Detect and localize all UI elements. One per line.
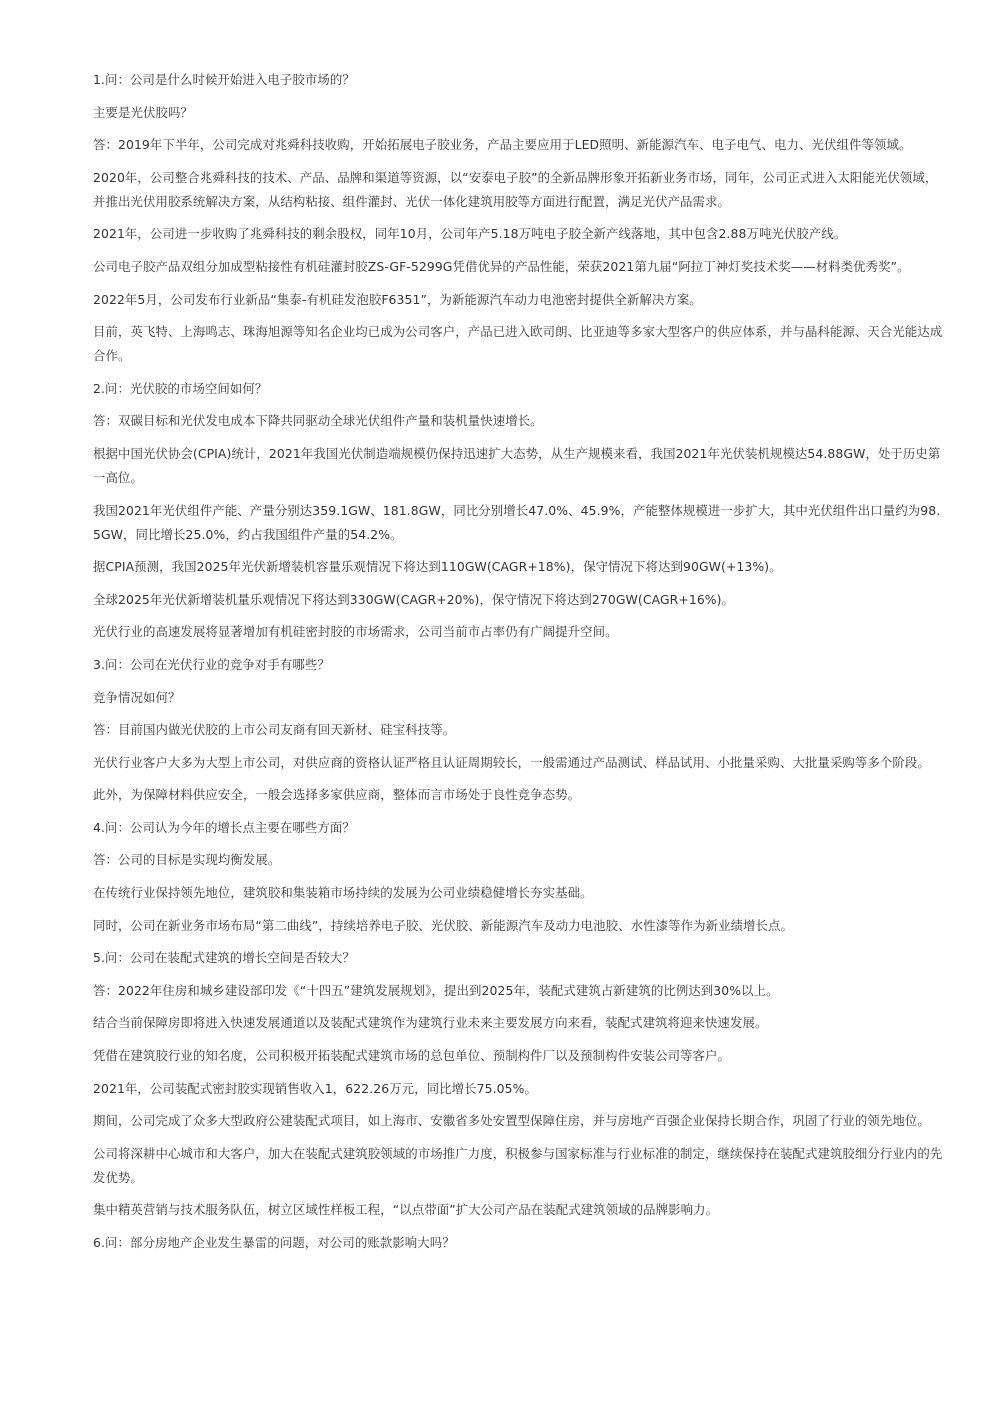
answer-paragraph: 在传统行业保持领先地位，建筑胶和集装箱市场持续的发展为公司业绩稳健增长夯实基础。 xyxy=(93,885,593,901)
answer-paragraph: 2021年，公司装配式密封胶实现销售收入1，622.26万元，同比增长75.05%。 xyxy=(93,1080,537,1096)
answer-paragraph: 2022年5月，公司发布行业新品“集泰-有机硅发泡胶F6351”，为新能源汽车动力电池密封提供全新解决方案。 xyxy=(93,291,702,307)
answer-paragraph: 2021年，公司进一步收购了兆舜科技的剩余股权，同年10月，公司年产5.18万吨电子胶全新产线落地，其中包含2.88万吨光伏胶产线。 xyxy=(93,226,847,242)
answer-paragraph: 光伏行业的高速发展将显著增加有机硅密封胶的市场需求，公司当前市占率仍有广阔提升空间。 xyxy=(93,624,618,640)
answer-paragraph: 此外，为保障材料供应安全，一般会选择多家供应商，整体而言市场处于良性竞争态势。 xyxy=(93,787,581,803)
answer-paragraph: 光伏行业客户大多为大型上市公司，对供应商的资格认证严格且认证周期较长，一般需通过产品测试、样品试用、小批量采购、大批量采购等多个阶段。 xyxy=(93,754,930,770)
answer-paragraph: 答：2019年下半年，公司完成对兆舜科技收购，开始拓展电子胶业务，产品主要应用于LED照明、新能源汽车、电子电气、电力、光伏组件等领域。 xyxy=(93,137,912,153)
answer-paragraph: 公司将深耕中心城市和大客户，加大在装配式建筑胶领域的市场推广力度，积极参与国家标准与行业标准的制定，继续保持在装配式建筑胶细分行业内的先发优势。 xyxy=(93,1145,943,1185)
question-4-heading: 4.问：公司认为今年的增长点主要在哪些方面？ xyxy=(93,819,355,835)
answer-paragraph: 集中精英营销与技术服务队伍，树立区域性样板工程，“以点带面”扩大公司产品在装配式建筑领域的品牌影响力。 xyxy=(93,1202,719,1218)
question-6-heading: 6.问：部分房地产企业发生暴雷的问题，对公司的账款影响大吗？ xyxy=(93,1235,455,1250)
question-2-heading: 2.问：光伏胶的市场空间如何？ xyxy=(93,380,268,396)
answer-paragraph: 据CPIA预测，我国2025年光伏新增装机容量乐观情况下将达到110GW(CAGR+18%)，保守情况下将达到90GW(+13%)。 xyxy=(93,559,782,575)
answer-paragraph: 结合当前保障房即将进入快速发展通道以及装配式建筑作为建筑行业未来主要发展方向来看，装配式建筑将迎来快速发展。 xyxy=(93,1015,768,1031)
answer-paragraph: 答：公司的目标是实现均衡发展。 xyxy=(93,852,281,868)
answer-paragraph: 答：双碳目标和光伏发电成本下降共同驱动全球光伏组件产量和装机量快速增长。 xyxy=(93,413,543,429)
question-1-heading: 1.问：公司是什么时候开始进入电子胶市场的？ xyxy=(93,72,355,87)
answer-paragraph: 公司电子胶产品双组分加成型粘接性有机硅灌封胶ZS-GF-5299G凭借优异的产品性能，荣获2021第九届“阿拉丁神灯奖技术奖——材料类优秀奖”。 xyxy=(93,258,910,274)
answer-paragraph: 答：目前国内做光伏胶的上市公司友商有回天新材、硅宝科技等。 xyxy=(93,722,456,738)
question-3-heading: 3.问：公司在光伏行业的竞争对手有哪些？ xyxy=(93,656,330,672)
question-3-subheading: 竞争情况如何？ xyxy=(93,689,181,705)
document-body xyxy=(93,68,945,1264)
question-5-heading: 5.问：公司在装配式建筑的增长空间是否较大？ xyxy=(93,950,355,966)
answer-paragraph: 我国2021年光伏组件产能、产量分别达359.1GW、181.8GW，同比分别增长47.0%、45.9%，产能整体规模进一步扩大，其中光伏组件出口量约为98.5GW，同比增长25.0%，约占我国组件产量的54.2%。 xyxy=(93,502,941,542)
answer-paragraph: 凭借在建筑胶行业的知名度，公司积极开拓装配式建筑市场的总包单位、预制构件厂以及预制构件安装公司等客户。 xyxy=(93,1048,731,1064)
answer-paragraph: 期间，公司完成了众多大型政府公建装配式项目，如上海市、安徽省多处安置型保障住房，并与房地产百强企业保持长期合作，巩固了行业的领先地位。 xyxy=(93,1113,930,1129)
answer-paragraph: 2020年，公司整合兆舜科技的技术、产品、品牌和渠道等资源，以“安泰电子胶”的全新品牌形象开拓新业务市场，同年，公司正式进入太阳能光伏领域，并推出光伏用胶系统解决方案，从结构粘接、组件灌封、光伏一体化建筑用胶等方面进行配置，满足光伏产品需求。 xyxy=(93,169,938,209)
answer-paragraph: 目前，英飞特、上海鸣志、珠海旭源等知名企业均已成为公司客户，产品已进入欧司朗、比亚迪等多家大型客户的供应体系，并与晶科能源、天合光能达成合作。 xyxy=(93,324,943,364)
question-1-subheading: 主要是光伏胶吗？ xyxy=(93,104,193,120)
answer-paragraph: 根据中国光伏协会(CPIA)统计，2021年我国光伏制造端规模仍保持迅速扩大态势，从生产规模来看，我国2021年光伏装机规模达54.88GW，处于历史第一高位。 xyxy=(93,445,941,485)
answer-paragraph: 全球2025年光伏新增装机量乐观情况下将达到330GW(CAGR+20%)，保守情况下将达到270GW(CAGR+16%)。 xyxy=(93,591,735,607)
answer-paragraph: 同时，公司在新业务市场布局“第二曲线”，持续培养电子胶、光伏胶、新能源汽车及动力电池胶、水性漆等作为新业绩增长点。 xyxy=(93,917,794,933)
answer-paragraph: 答：2022年住房和城乡建设部印发《“十四五”建筑发展规划》，提出到2025年，装配式建筑占新建筑的比例达到30%以上。 xyxy=(93,982,779,998)
